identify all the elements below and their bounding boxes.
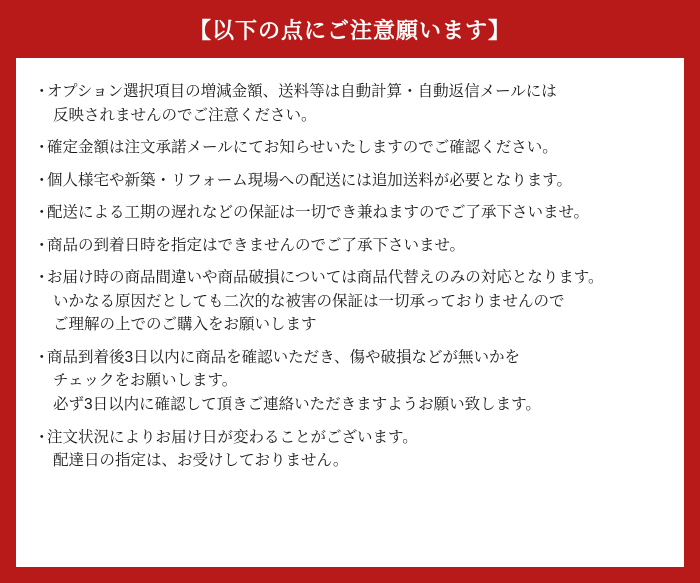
list-item xyxy=(34,136,666,160)
bullet-icon: ・ xyxy=(34,204,50,222)
notice-line xyxy=(34,234,666,258)
bullet-icon: ・ xyxy=(34,269,50,287)
bullet-icon: ・ xyxy=(34,428,50,446)
notice-list xyxy=(34,80,666,473)
notice-line: チェックをお願いします。 xyxy=(53,372,238,390)
notice-line-text: 個人様宅や新築・リフォーム現場への配送には追加送料が必要となります。 xyxy=(47,171,572,189)
notice-line-text: オプション選択項目の増減金額、送料等は自動計算・自動返信メールには xyxy=(47,83,557,100)
bullet-icon: ・ xyxy=(34,348,50,366)
list-item xyxy=(34,346,666,417)
list-item xyxy=(34,266,666,337)
notice-line-text: 注文状況によりお届け日が変わることがございます。 xyxy=(47,428,418,446)
bullet-icon: ・ xyxy=(34,139,50,157)
notice-line: 配達日の指定は、お受けしておりません。 xyxy=(53,452,349,470)
notice-line-text: 配送による工期の遅れなどの保証は一切でき兼ねますのでご了承下さいませ。 xyxy=(47,204,590,222)
bullet-icon: ・ xyxy=(34,236,50,254)
notice-line: 必ず3日以内に確認して頂きご連絡いただきますようお願い致します。 xyxy=(53,396,541,414)
notice-line: ご理解の上でのご購入をお願いします xyxy=(53,316,317,334)
bullet-icon: ・ xyxy=(34,83,50,100)
notice-line xyxy=(34,80,666,104)
notice-line: いかなる原因だとしても二次的な被害の保証は一切承っておりませんので xyxy=(53,292,565,310)
notice-line-text: 確定金額は注文承諾メールにてお知らせいたしますのでご確認ください。 xyxy=(47,139,558,157)
notice-line xyxy=(34,346,666,370)
notice-line xyxy=(34,266,666,290)
notice-line-text: 商品到着後3日以内に商品を確認いただき、傷や破損などが無いかを xyxy=(47,348,521,366)
notice-line xyxy=(34,426,666,450)
notice-body xyxy=(16,58,684,567)
notice-line-text: お届け時の商品間違いや商品破損については商品代替えのみの対応となります。 xyxy=(47,269,604,287)
list-item xyxy=(34,169,666,193)
notice-line xyxy=(34,201,666,225)
notice-line xyxy=(34,169,666,193)
bullet-icon: ・ xyxy=(34,171,50,189)
notice-line xyxy=(34,136,666,160)
notice-line-text: 商品の到着日時を指定はできませんのでご了承下さいませ。 xyxy=(47,236,466,254)
notice-title: 【以下の点にご注意願います】 xyxy=(188,17,511,43)
list-item xyxy=(34,80,666,127)
list-item xyxy=(34,234,666,258)
notice-line: 反映されませんのでご注意ください。 xyxy=(53,106,317,124)
list-item xyxy=(34,201,666,225)
list-item xyxy=(34,426,666,473)
